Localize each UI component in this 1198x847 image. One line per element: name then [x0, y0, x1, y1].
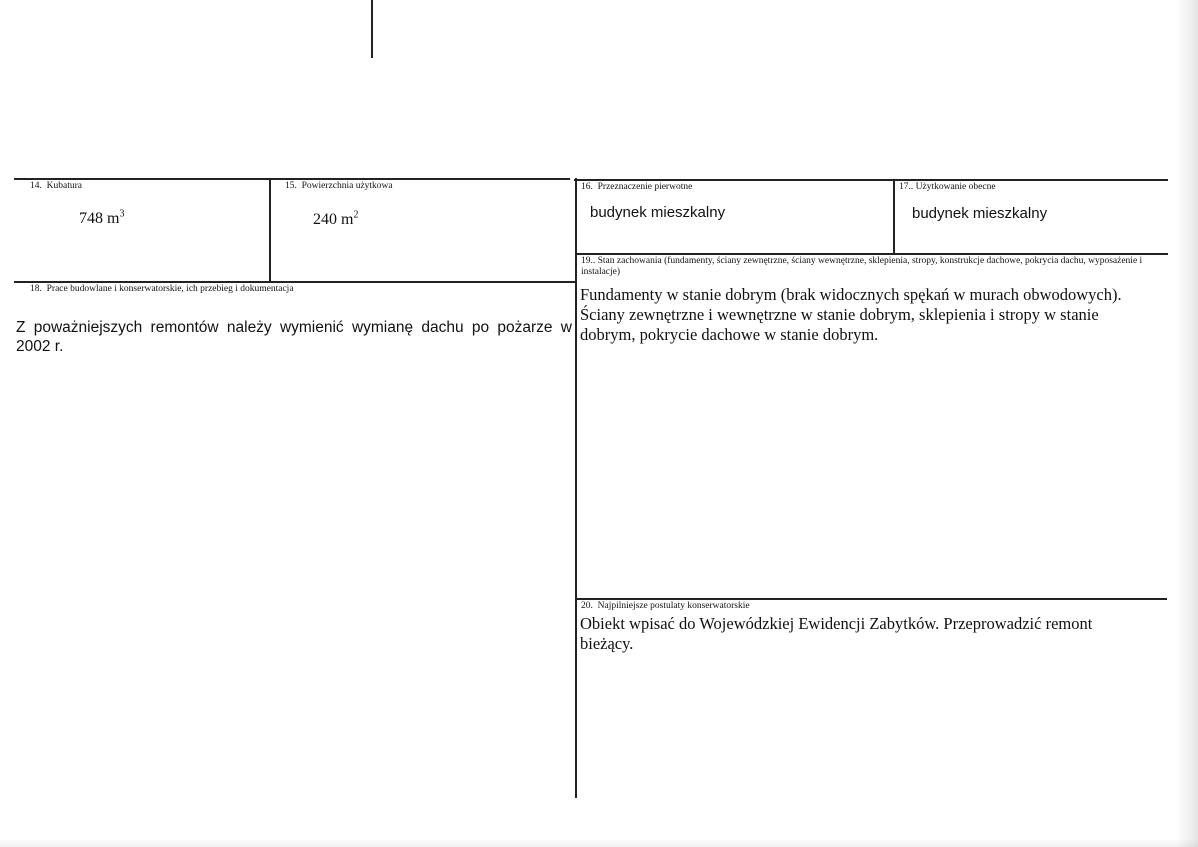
field-18-label: 18. Prace budowlane i konserwatorskie, ich przebieg i dokumentacja: [30, 284, 294, 294]
table-top-border-left: [14, 178, 570, 180]
top-divider-line: [371, 0, 373, 58]
scan-bottom-shadow: [0, 839, 1198, 847]
field-16-value: budynek mieszkalny: [590, 204, 726, 221]
field-20-label: 20. Najpilniejsze postulaty konserwatorskie: [581, 601, 750, 611]
field-17-label: 17.. Użytkowanie obecne: [899, 182, 996, 192]
field-15-unit-exponent: 2: [353, 209, 359, 221]
scan-edge-shadow: [1176, 0, 1198, 847]
field-15-value: 240 $m^2$: [313, 209, 359, 228]
divider-center: [575, 178, 577, 798]
field-16-label: 16. Przeznaczenie pierwotne: [581, 182, 693, 192]
row-divider-left: [14, 281, 576, 283]
field-20-text: Obiekt wpisać do Wojewódzkiej Ewidencji Zabytków. Przeprowadzić remont bieżący.: [580, 614, 1093, 653]
field-19-label: 19.. Stan zachowania (fundamenty, ściany zewnętrzne, ściany wewnętrzne, sklepienia, stropy, konstrukcje dachowe, pokrycia dachu, wyposażenie i instalacje): [581, 256, 1143, 277]
divider-14-15: [269, 178, 271, 282]
field-14-value: 748 $m^3$: [79, 208, 125, 227]
table-top-border-right: [574, 179, 1168, 181]
field-14-label: 14. Kubatura: [30, 181, 82, 191]
divider-16-17: [893, 179, 895, 254]
field-17-value: budynek mieszkalny: [912, 205, 1048, 222]
row-divider-right: [576, 253, 1168, 255]
field-14-unit-exponent: 3: [119, 208, 125, 220]
field-15-label: 15. Powierzchnia użytkowa: [285, 181, 393, 191]
field-19-text: Fundamenty w stanie dobrym (brak widocznych spękań w murach obwodowych). Ściany zewnętrzne i wewnętrzne w stanie dobrym, sklepienia i stropy w stanie dobrym, pokrycie dachowe w stanie dobrym.: [580, 285, 1122, 344]
field-18-text: Z poważniejszych remontów należy wymienić wymianę dachu po pożarze w 2002 r.: [16, 319, 572, 355]
section-20-border: [576, 598, 1167, 600]
